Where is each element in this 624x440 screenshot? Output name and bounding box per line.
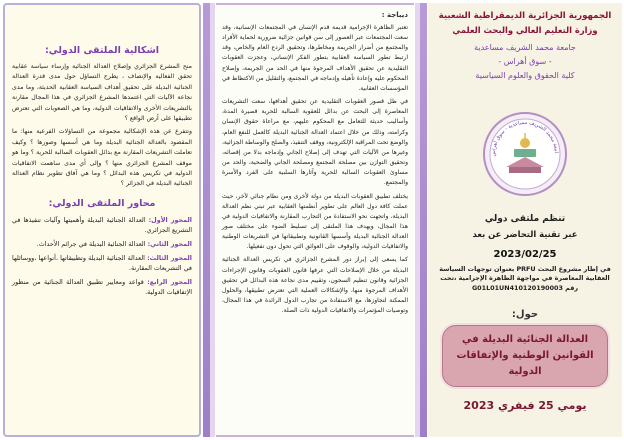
axis-text: العدالة الجنائية البديلة وتطبيقاتها ،أنواعها ،ووسائلها في التشريعات المقارنة. xyxy=(12,253,192,273)
axis-text: قواعد ومعايير تطبيق العدالة الجنائية من منظور الإتفاقيات الدولية. xyxy=(12,277,192,297)
cover-panel xyxy=(428,3,622,437)
republic-heading: الجمهورية الجزائرية الديمقراطية الشعبية xyxy=(438,11,612,21)
ministry-heading: وزارة التعليم العالي والبحث العلمي xyxy=(452,25,598,35)
problem-title: اشكالية الملتقى الدولي: xyxy=(44,45,160,56)
topic-line: العدالة الجنائية البديلة في xyxy=(461,334,589,345)
city-name: - سوق أهراس - xyxy=(498,57,552,66)
preamble-paragraph: كما يسعى إلى إبراز دور المشرع الجزائري في تكريس العدالة الجنائية البديلة من خلال الإصلاحات التي عرفها قانون العقوبات وقانون الإجراءات الجزائية وقانون تنظيم السجون، وتقييم مدى نجاعة هذه البدائل في تحقيق الأهداف المرجوة منها، والإشكالات العملية التي تعترض تطبيقها، والحلول الممكنة لتجاوزها، مع الاستفادة من تجارب الدول الرائدة في هذا المجال، وتوصيات المؤتمرات والاتفاقيات الدولية ذات الصلة. xyxy=(222,256,408,315)
axis-text: العدالة الجنائية البديلة في جرائم الأحداث. xyxy=(36,240,146,249)
topic-box xyxy=(442,325,608,387)
axis-label: المحور الثالث: xyxy=(147,253,192,262)
topic-line: الدولية xyxy=(508,366,542,377)
problem-axes-panel xyxy=(3,3,201,437)
university-name: جامعة محمد الشريف مساعدية xyxy=(474,43,576,52)
axis-label: المحور الرابع: xyxy=(147,277,192,286)
axis-label: المحور الثاني: xyxy=(147,240,192,249)
faculty-name: كلية الحقوق والعلوم السياسية xyxy=(475,71,575,80)
decorative-stripe xyxy=(420,3,427,437)
problem-paragraph: منح المشرع الجزائري وإصلاح العدالة الجنائية وإرساء سياسة عقابية تحقق الفعالية والإنصاف ، يطرح التساؤل حول مدى قدرة العدالة الجنائية البديلة على تحقيق أهداف السياسة العقابية الحديثة، وما مدى نجاعة الآليات التي اعتمدها المشرع الجزائري في هذا المجال مقارنة بالتشريعات الأخرى والاتفاقيات الدولية، وما هي الصعوبات التي تعترض تطبيقها على أرض الواقع ؟ xyxy=(12,63,192,123)
decorative-stripe xyxy=(203,3,210,437)
seal-text: امعة محمد الشريف مساعدية - سوق أهراس xyxy=(490,119,559,157)
axis-item-1 xyxy=(12,215,192,236)
decorative-stripe xyxy=(210,3,215,437)
axes-title: محاور الملتقى الدولي: xyxy=(48,197,156,209)
conference-date: 2023/02/25 xyxy=(493,249,557,260)
preamble-paragraph: في ظل قصور العقوبات التقليدية عن تحقيق أهدافها، سعت التشريعات المعاصرة إلى البحث عن بدائل للعقوبة السالبة للحرية قصيرة المدة، وأساليب حديثة للتعامل مع المحكوم عليهم، مع مراعاة حقوق الإنسان وكرامته، وذلك من خلال اعتماد العدالة الجنائية البديلة كالعمل للنفع العام، والوضع تحت المراقبة الإلكترونية، ووقف التنفيذ، والصلح والوساطة الجزائية، وغيرها من الآليات التي تهدف إلى إصلاح الجاني وإدماجه بدلا من إقصائه، وتحقيق التوازن بين مصلحة المجتمع ومصلحة الجاني والضحية، والحد من مساوئ العقوبات السالبة للحرية وآثارها السلبية على الفرد والأسرة والمجتمع. xyxy=(222,98,408,187)
university-seal-icon xyxy=(482,111,568,197)
axis-label: المحور الأول: xyxy=(148,215,192,224)
topic-label: حول: xyxy=(511,309,539,320)
preamble-panel xyxy=(216,3,414,437)
conference-org: تنظم ملتقى دولي xyxy=(484,214,566,224)
problem-paragraph: وتتفرع عن هذه الإشكالية مجموعة من التساؤلات الفرعية منها: ما المقصود بالعدالة الجنائية البديلة وما هي أسسها وصورها ؟ وكيف تعاملت التشريعات المقارنة مع بدائل العقوبات السالبة للحرية ؟ وما هو موقف المشرع الجزائري منها ؟ وإلى أي مدى ساهمت الاتفاقيات الدولية في تكريس هذه البدائل ؟ وما هي آفاق تطوير نظام العدالة الجنائية البديلة في الجزائر ؟ xyxy=(12,128,192,188)
institution-block xyxy=(428,41,622,83)
conference-days: يومي 25 فيفري 2023 xyxy=(463,399,587,412)
axis-item-2 xyxy=(12,239,192,250)
axis-text: العدالة الجنائية البديلة وأهميتها وآليات تنفيذها في التشريع الجزائري. xyxy=(12,215,192,235)
axis-item-3 xyxy=(12,253,192,274)
topic-line: القوانين الوطنية والإتفاقات xyxy=(456,350,594,361)
project-note: في إطار مشروع البحث PRFU بعنوان توجهات السياسة العقابية المعاصرة في مواجهة الظاهرة الإجرامية ،تحت رقم G01L01UN410120190003 xyxy=(439,265,611,292)
preamble-paragraph: يختلف تطبيق العقوبات البديلة من دولة لأخرى ومن نظام جنائي لآخر، حيث عملت كافة دول العالم على تطوير أنظمتها العقابية عبر تبني نظم العدالة البديلة، واتجهت نحو الاستفادة من التجارب المقارنة والاتفاقيات الدولية في هذا المجال، ويهدف هذا الملتقى إلى تسليط الضوء على مختلف صور العدالة الجنائية البديلة وأسسها القانونية وتطبيقاتها في التشريعات الوطنية والاتفاقيات الدولية، والوقوف على العوائق التي تحول دون تفعيلها. xyxy=(222,192,408,251)
preamble-label: ديباجة : xyxy=(381,11,408,19)
preamble-paragraph: تعتبر الظاهرة الإجرامية قديمة قدم الإنسان في المجتمعات الإنسانية، وقد سعت المجتمعات عبر العصور إلى سن قوانين جزائية ضرورية لحماية الأفراد والمجتمع من أضرار الجريمة ومخاطرها، وتحقيق الردع العام والخاص، وقد ارتبط تطور السياسة العقابية بتطور الفكر الإنساني، وعجزت العقوبات التقليدية عن تحقيق الأهداف المرجوة منها في الحد من الجريمة، وإصلاح المحكوم عليه وإعادة تأهيله وإدماجه في المجتمع، والتقليل من الاكتظاظ في المؤسسات العقابية. xyxy=(222,24,408,92)
conference-mode: عبر تقنية التحاضر عن بعد xyxy=(472,229,578,239)
axis-item-4 xyxy=(12,277,192,298)
